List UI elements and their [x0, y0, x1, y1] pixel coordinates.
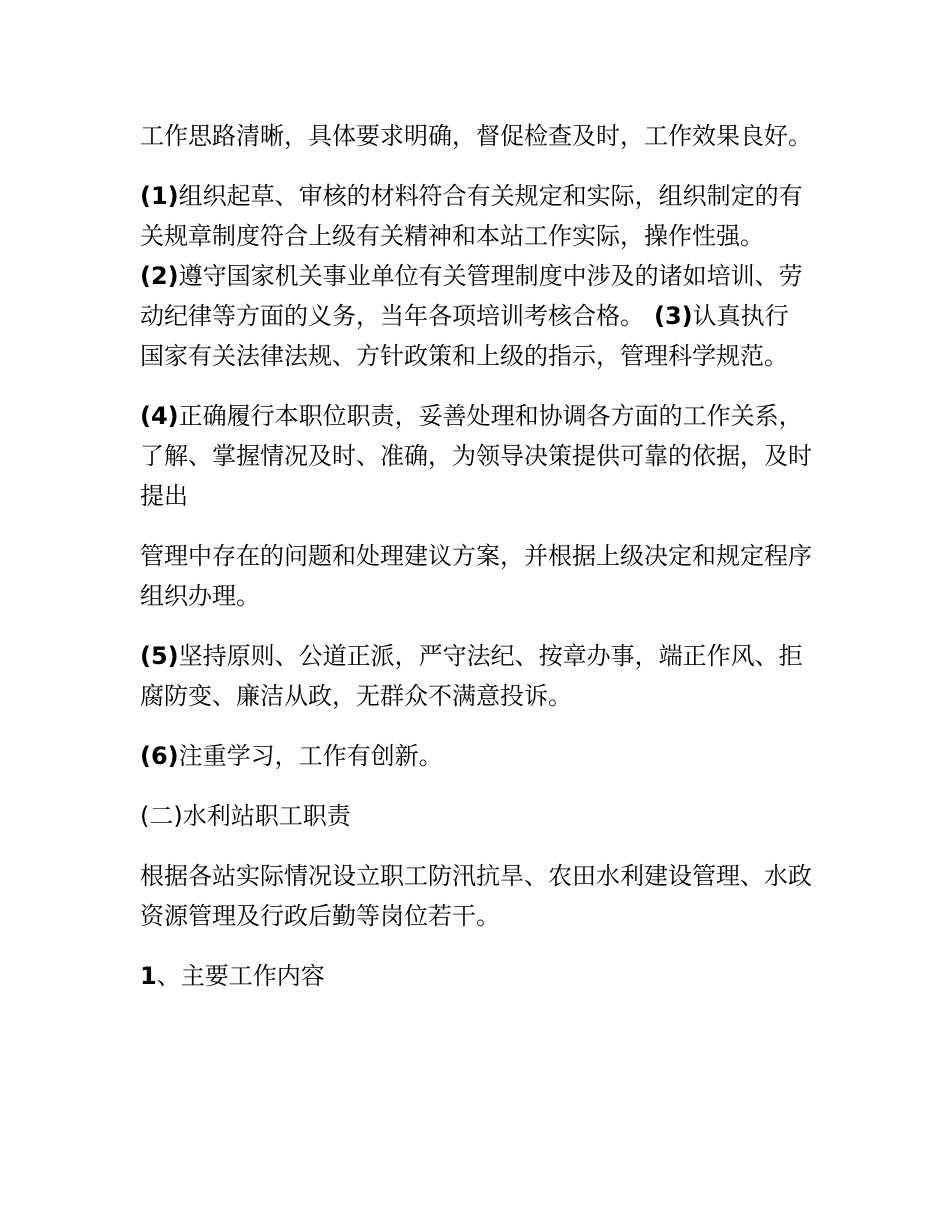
- item-number-1: (1): [140, 182, 179, 210]
- item-text-6: 注重学习，工作有创新。: [178, 742, 443, 770]
- item-number-2: (2): [140, 262, 179, 290]
- paragraph-items-1-3: [140, 176, 812, 376]
- item-number-5: (5): [140, 642, 179, 670]
- paragraph-item-4-continued: [140, 536, 812, 616]
- item-text-5: 坚持原则、公道正派，严守法纪、按章办事，端正作风、拒腐防变、廉洁从政，无群众不满意投诉。: [140, 642, 803, 710]
- item-number-3: (3): [654, 302, 693, 330]
- paragraph-item-6: [140, 736, 812, 776]
- paragraph-text: 管理中存在的问题和处理建议方案，并根据上级决定和规定程序组织办理。: [140, 542, 812, 610]
- paragraph-item-4: [140, 396, 812, 516]
- subheading-main-work: [140, 956, 812, 996]
- item-text-2: 遵守国家机关事业单位有关管理制度中涉及的诸如培训、劳动纪律等方面的义务，当年各项培训考核合格。: [140, 262, 803, 330]
- subheading-text: 、主要工作内容: [156, 962, 325, 990]
- paragraph-text: 工作思路清晰，具体要求明确，督促检查及时，工作效果良好。: [140, 122, 812, 150]
- item-number-6: (6): [140, 742, 179, 770]
- paragraph-staff-positions: [140, 856, 812, 936]
- paragraph-work-approach: [140, 116, 812, 156]
- section-heading-staff-duties: [140, 796, 812, 836]
- item-text-1: 组织起草、审核的材料符合有关规定和实际，组织制定的有关规章制度符合上级有关精神和本站工作实际，操作性强。: [140, 182, 803, 250]
- item-text-3: 认真执行国家有关法律法规、方针政策和上级的指示，管理科学规范。: [140, 302, 789, 370]
- subheading-number: 1: [140, 962, 157, 990]
- document-body: [140, 116, 812, 1016]
- section-heading-text: (二)水利站职工职责: [140, 802, 351, 830]
- paragraph-text: 根据各站实际情况设立职工防汛抗旱、农田水利建设管理、水政资源管理及行政后勤等岗位若干。: [140, 862, 812, 930]
- item-text-4: 正确履行本职位职责，妥善处理和协调各方面的工作关系，了解、掌握情况及时、准确，为领导决策提供可靠的依据，及时提出: [140, 402, 812, 510]
- paragraph-item-5: [140, 636, 812, 716]
- item-number-4: (4): [140, 402, 179, 430]
